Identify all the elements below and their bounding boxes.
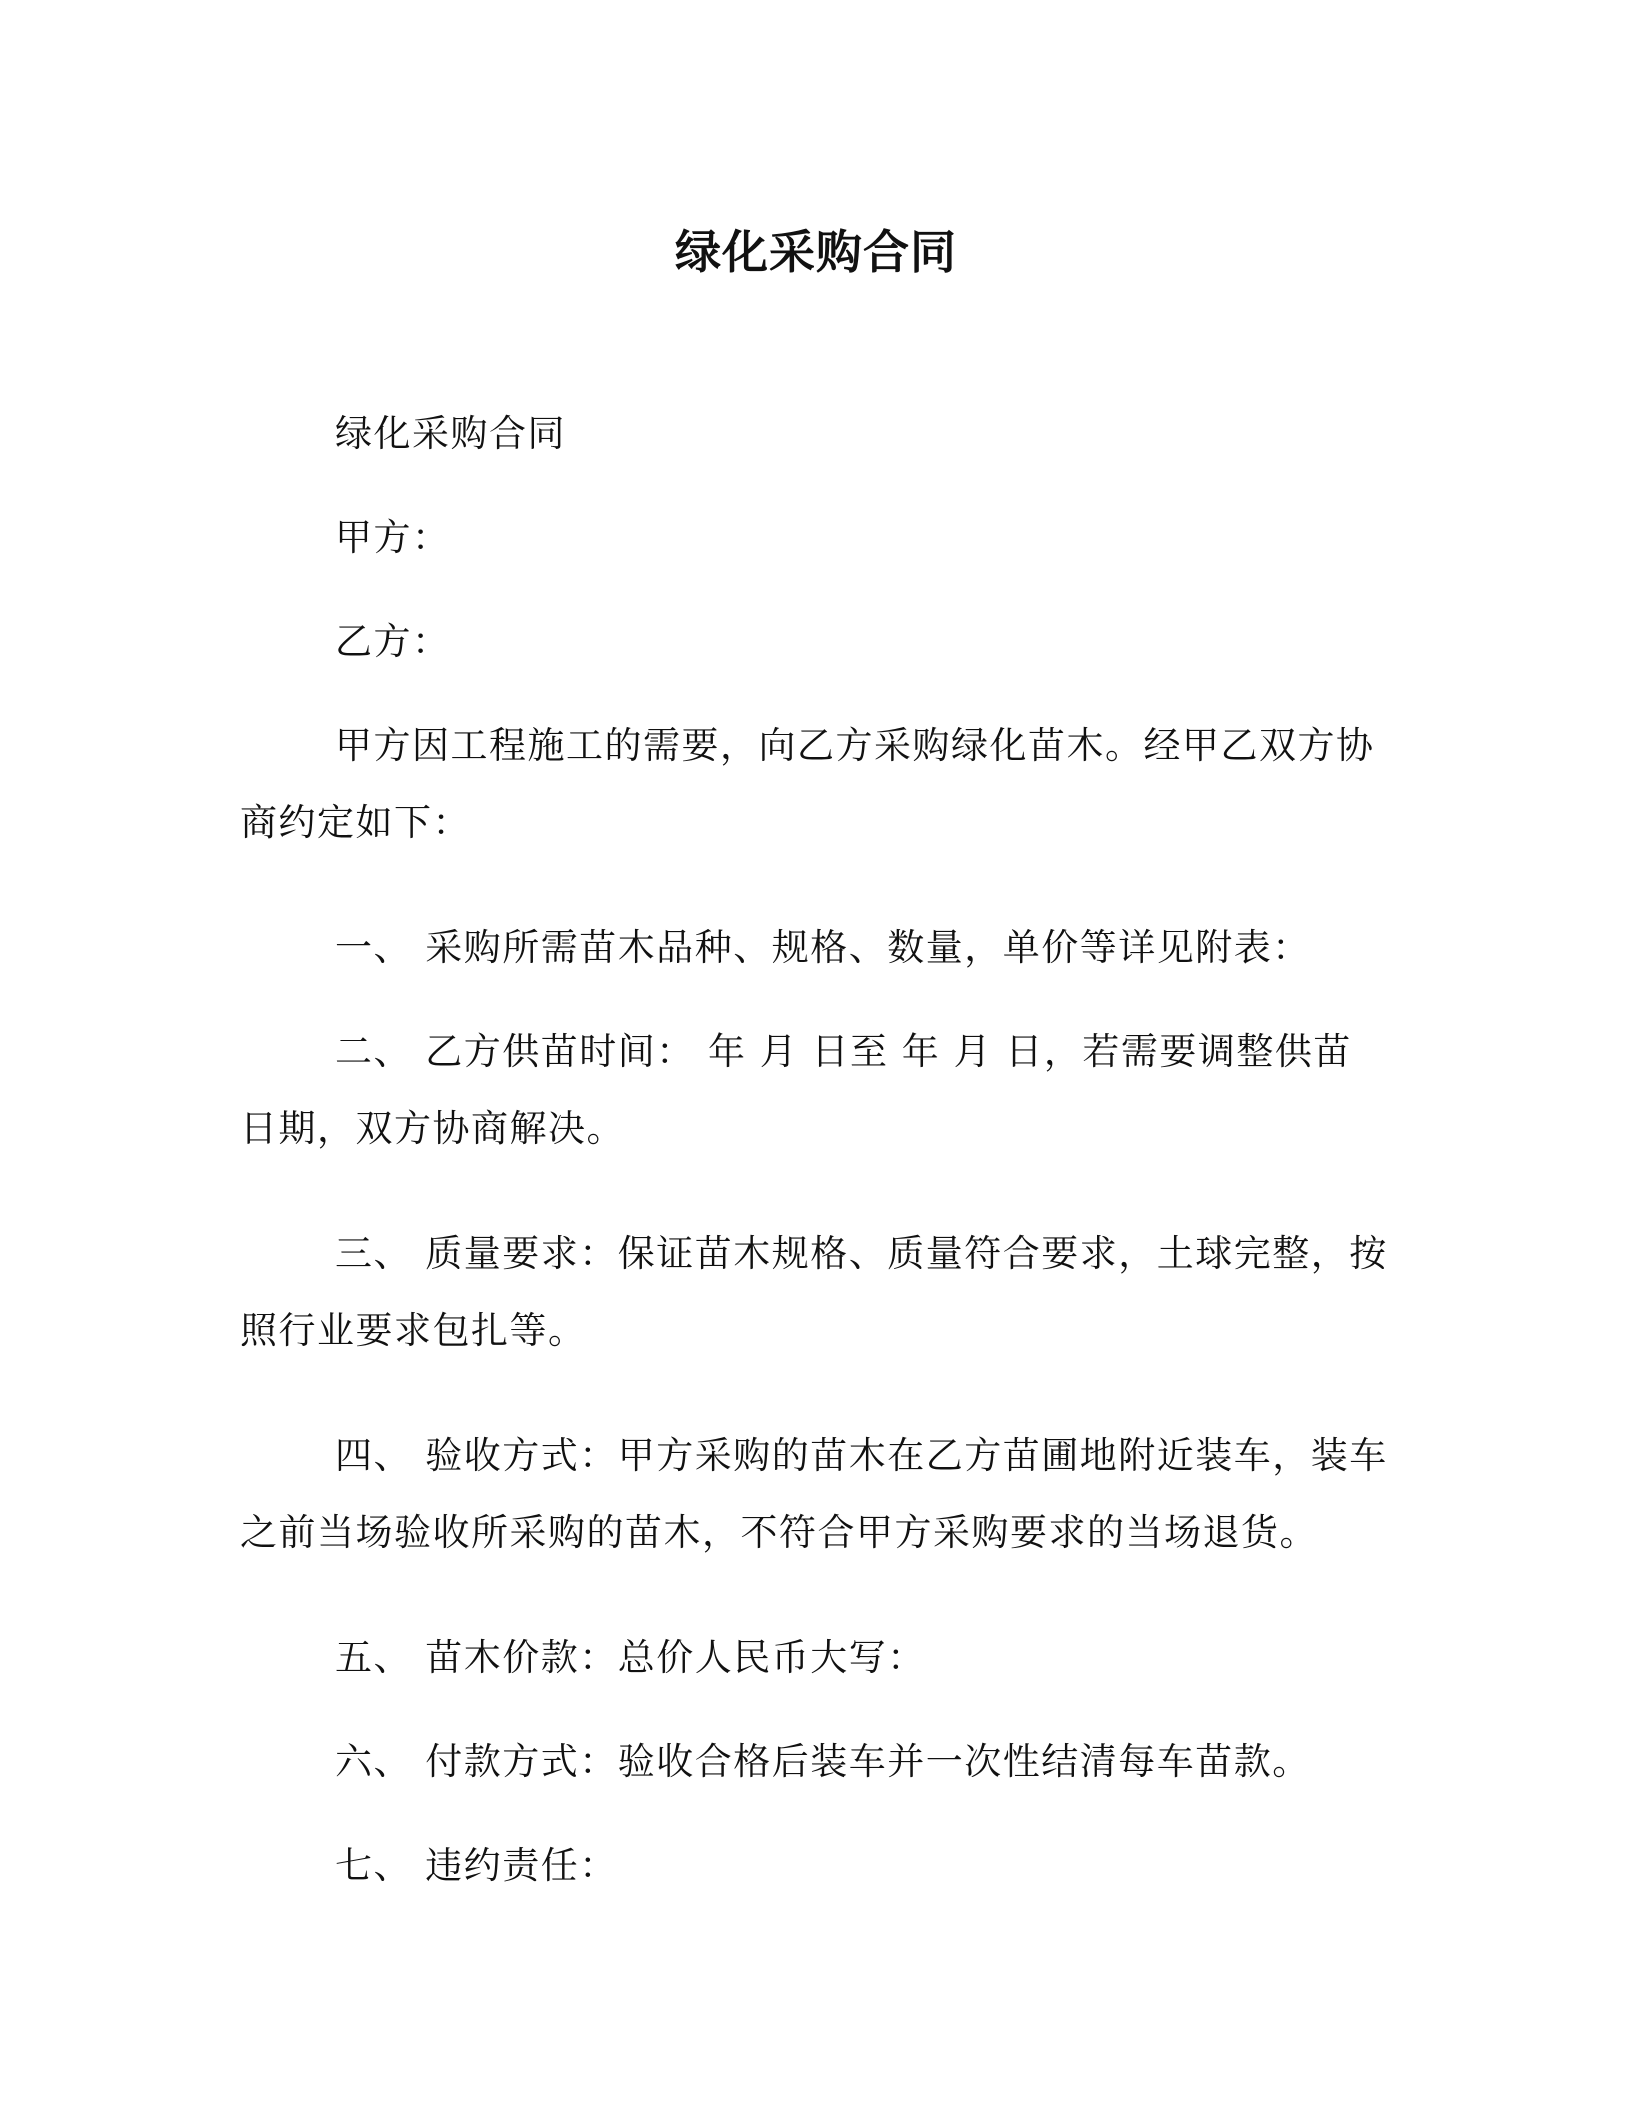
clause-3: 三、 质量要求：保证苗木规格、质量符合要求，土球完整，按照行业要求包扎等。 [240, 1232, 1388, 1352]
clause-7: 七、 违约责任： [335, 1844, 618, 1887]
paragraph-preamble: 甲方因工程施工的需要，向乙方采购绿化苗木。经甲乙双方协商约定如下： [240, 724, 1375, 844]
clause-4: 四、 验收方式：甲方采购的苗木在乙方苗圃地附近装车，装车之前当场验收所采购的苗木，不符合甲方采购要求的当场退货。 [240, 1434, 1388, 1554]
clause-1: 一、 采购所需苗木品种、规格、数量，单价等详见附表： [335, 926, 1311, 969]
paragraph-party-a: 甲方： [335, 516, 451, 559]
document-title: 绿化采购合同 [675, 225, 957, 279]
paragraph-heading: 绿化采购合同 [335, 412, 566, 455]
clause-2: 二、 乙方供苗时间： 年 月 日至 年 月 日，若需要调整供苗日期，双方协商解决。 [240, 1030, 1352, 1150]
document-body [240, 395, 1390, 1931]
paragraph-party-b: 乙方： [335, 620, 451, 663]
clause-5: 五、 苗木价款：总价人民币大写： [335, 1636, 926, 1679]
clause-6: 六、 付款方式：验收合格后装车并一次性结清每车苗款。 [335, 1740, 1311, 1783]
